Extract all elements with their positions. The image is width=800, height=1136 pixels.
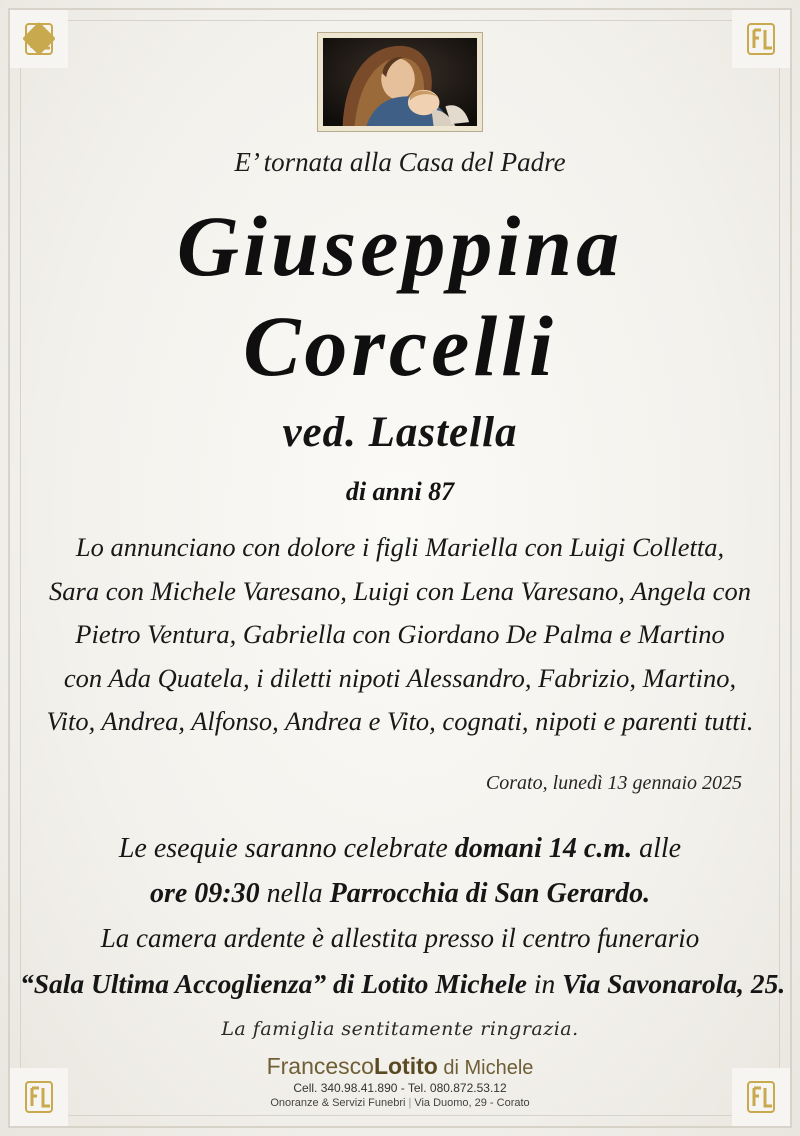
madonna-and-child-icon xyxy=(317,32,483,132)
widow-of: ved. Lastella xyxy=(282,409,518,456)
funeral-home: “Sala Ultima Accoglienza” di Lotito Michele xyxy=(20,968,527,999)
agency-first-name: Francesco xyxy=(266,1053,374,1079)
announcement-line: Lo annunciano con dolore i figli Mariella con Luigi Colletta, xyxy=(75,532,725,562)
intro-text: E’ tornata alla Casa del Padre xyxy=(234,147,566,177)
funeral-line-1 xyxy=(20,826,780,871)
age: di anni 87 xyxy=(345,477,455,506)
funeral-line-2 xyxy=(20,871,780,916)
funeral-line-4 xyxy=(20,961,786,1006)
agency-services: Onoranze & Servizi Funebri xyxy=(270,1097,406,1109)
deceased-last-name: Corcelli xyxy=(243,298,557,394)
text: in xyxy=(526,968,563,999)
announcement-line: con Ada Quatela, i diletti nipoti Alessandro, Fabrizio, Martino, xyxy=(63,662,737,693)
agency-address-line xyxy=(0,1097,800,1109)
text: nella xyxy=(259,878,330,909)
agency-logo-icon xyxy=(10,10,68,68)
funeral-line-3: La camera ardente è allestita presso il centro funerario xyxy=(100,923,700,953)
funeral-home-address: Via Savonarola, 25. xyxy=(562,968,786,999)
funeral-date: domani 14 c.m. xyxy=(454,833,633,864)
announcement-line: Sara con Michele Varesano, Luigi con Lena Varesano, Angela con xyxy=(49,575,751,606)
agency-of: di Michele xyxy=(437,1057,534,1079)
announcement xyxy=(40,526,760,744)
funeral-church: Parrocchia di San Gerardo. xyxy=(329,878,651,909)
funeral-details xyxy=(20,826,786,1006)
funeral-time: ore 09:30 xyxy=(149,878,260,909)
agency-contact: Cell. 340.98.41.890 - Tel. 080.872.53.12 xyxy=(293,1081,507,1095)
text: alle xyxy=(632,833,682,864)
family-thanks: La famiglia sentitamente ringrazia. xyxy=(221,1018,579,1040)
announcement-line: Pietro Ventura, Gabriella con Giordano De Palma e Martino xyxy=(75,619,725,649)
agency-address: Via Duomo, 29 - Corato xyxy=(414,1097,530,1109)
agency-surname: Lotito xyxy=(373,1053,438,1079)
date-place: Corato, lunedì 13 gennaio 2025 xyxy=(485,772,742,794)
agency-logo-icon xyxy=(732,10,790,68)
announcement-line: Vito, Andrea, Alfonso, Andrea e Vito, cognati, nipoti e parenti tutti. xyxy=(46,706,754,736)
agency-brand xyxy=(0,1052,800,1082)
separator: | xyxy=(408,1097,412,1109)
text: Le esequie saranno celebrate xyxy=(118,833,455,864)
deceased-first-name: Giuseppina xyxy=(176,198,624,294)
